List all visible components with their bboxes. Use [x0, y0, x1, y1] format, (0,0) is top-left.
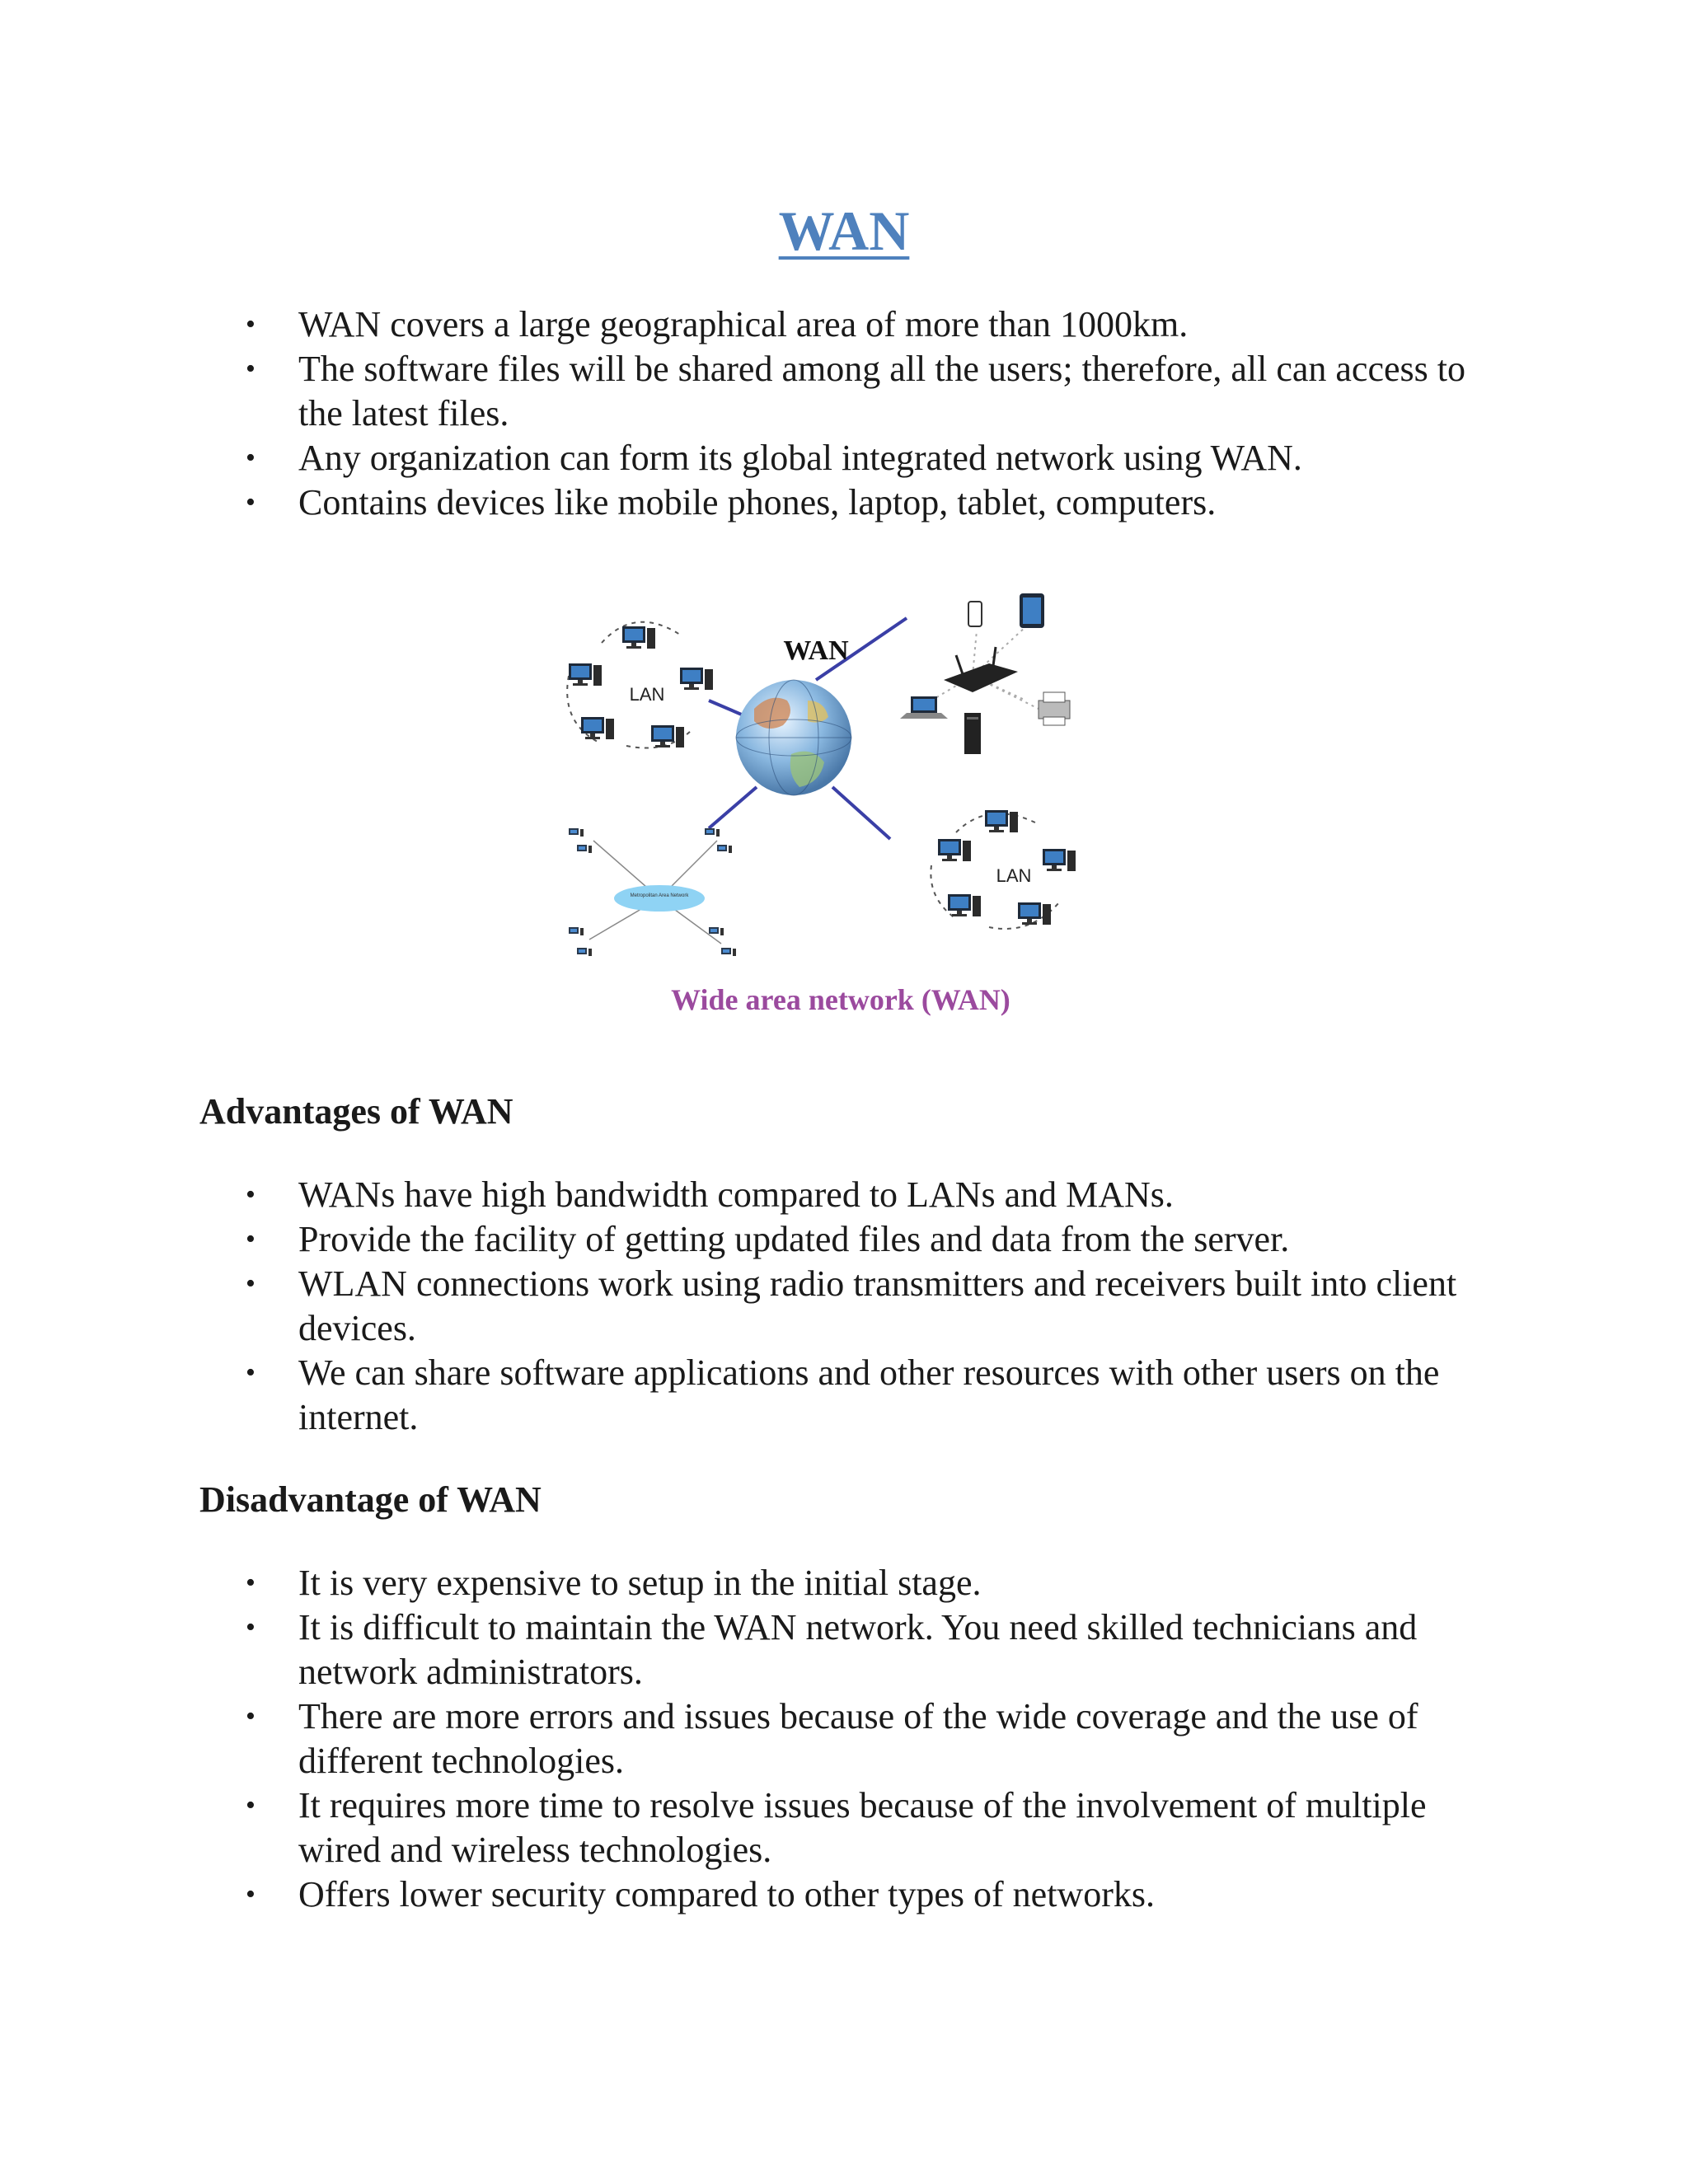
list-item: • It is difficult to maintain the WAN network. You need skilled technicians and network administrators.: [0, 1605, 1502, 1694]
computer-icon: [705, 828, 720, 837]
computer-icon: [581, 717, 614, 739]
wan-diagram-figure: [544, 577, 1137, 1038]
list-item: • Provide the facility of getting updated files and data from the server.: [0, 1217, 1502, 1262]
list-item: • It is very expensive to setup in the initial stage.: [0, 1561, 1502, 1605]
lan-cluster-bottom-right: [931, 810, 1076, 929]
list-item: • There are more errors and issues because of the wide coverage and the use of different technologies.: [0, 1694, 1502, 1783]
computer-icon: [721, 948, 736, 956]
laptop-icon: [900, 696, 948, 719]
computer-icon: [651, 725, 684, 748]
list-item: • WANs have high bandwidth compared to LANs and MANs.: [0, 1173, 1502, 1217]
disadvantages-list: [0, 1561, 1502, 1917]
list-item: • We can share software applications and other resources with other users on the internet.: [0, 1351, 1502, 1440]
wan-label: WAN: [783, 635, 849, 666]
wireless-devices-cluster: [900, 593, 1070, 754]
list-item: • Contains devices like mobile phones, laptop, tablet, computers.: [0, 480, 1502, 525]
wan-diagram: [544, 577, 1137, 1038]
list-item: • WLAN connections work using radio transmitters and receivers built into client devices.: [0, 1262, 1502, 1351]
lan-label: LAN: [996, 865, 1032, 886]
computer-icon: [622, 626, 655, 649]
man-cluster-bottom-left: [569, 828, 736, 956]
list-item: • Any organization can form its global integrated network using WAN.: [0, 436, 1502, 480]
computer-icon: [577, 948, 592, 956]
intro-bullet-list: [0, 302, 1502, 525]
computer-icon: [1043, 849, 1076, 871]
mobile-phone-icon: [968, 602, 982, 626]
list-item: • WAN covers a large geographical area of more than 1000km.: [0, 302, 1502, 347]
disadvantages-heading: Disadvantage of WAN: [199, 1479, 542, 1520]
lan-cluster-top-left: [567, 622, 713, 748]
advantages-list: [0, 1173, 1502, 1440]
computer-icon: [569, 927, 584, 935]
computer-icon: [577, 845, 592, 853]
man-label: Metropolitan Area Network: [630, 893, 689, 898]
page-title: WAN: [778, 199, 910, 262]
computer-icon: [709, 927, 724, 935]
computer-icon: [569, 663, 602, 686]
computer-icon: [948, 894, 981, 916]
server-tower-icon: [964, 713, 981, 754]
man-cloud: [614, 885, 705, 912]
computer-icon: [985, 810, 1018, 832]
figure-caption: Wide area network (WAN): [671, 983, 1010, 1016]
computer-icon: [717, 845, 732, 853]
list-item: • It requires more time to resolve issues because of the involvement of multiple wired and wireless technologies.: [0, 1783, 1502, 1872]
lan-label: LAN: [629, 684, 665, 705]
globe-icon: [736, 680, 851, 795]
list-item: • The software files will be shared among all the users; therefore, all can access to the latest files.: [0, 347, 1502, 436]
computer-icon: [569, 828, 584, 837]
list-item: • Offers lower security compared to other types of networks.: [0, 1872, 1502, 1917]
printer-icon: [1039, 692, 1070, 725]
advantages-heading: Advantages of WAN: [199, 1091, 513, 1132]
computer-icon: [938, 839, 971, 861]
computer-icon: [680, 668, 713, 690]
